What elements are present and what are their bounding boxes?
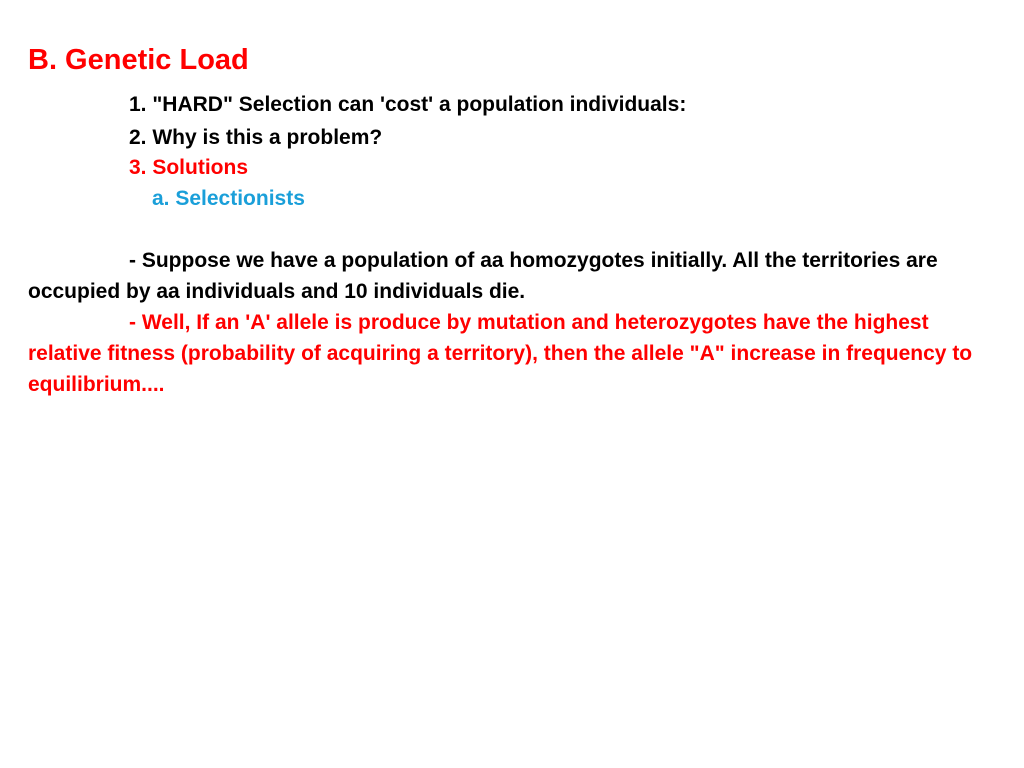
outline-item-why-problem: 2. Why is this a problem? <box>129 126 383 149</box>
paragraph-well: - Well, If an 'A' allele is produce by mutation and heterozygotes have the highest relative fitness (probability of acquiring a territory), then the allele "A" increase in frequency to equilibrium.... <box>28 311 973 396</box>
outline-subitem-selectionists: a. Selectionists <box>152 187 305 210</box>
paragraph-suppose: - Suppose we have a population of aa homozygotes initially. All the territories are occupied by aa individuals and 10 individuals die. <box>28 249 938 303</box>
slide-title: B. Genetic Load <box>28 44 249 76</box>
outline-item-solutions: 3. Solutions <box>129 156 249 179</box>
outline-item-hard-selection: 1. "HARD" Selection can 'cost' a population individuals: <box>129 93 687 116</box>
